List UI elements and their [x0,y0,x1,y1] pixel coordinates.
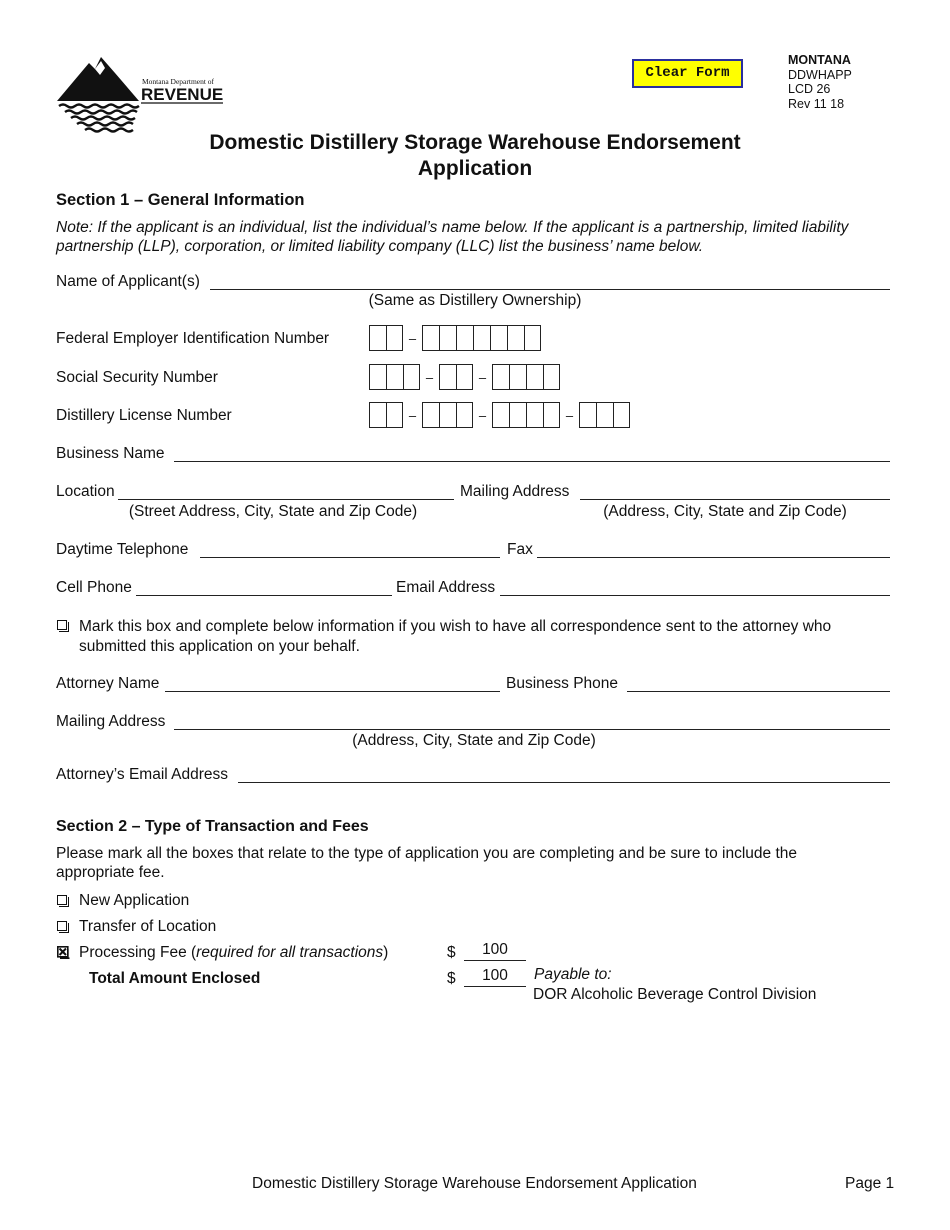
attorney-mailing-caption: (Address, City, State and Zip Code) [352,732,596,749]
processing-fee-note: required for all transactions [196,944,384,961]
processing-fee-close: ) [383,944,389,961]
section1-heading: Section 1 – General Information [56,191,305,209]
processing-fee-text: Processing Fee ( [79,944,197,961]
applicant-caption: (Same as Distillery Ownership) [368,292,582,309]
daytime-phone-label: Daytime Telephone [56,541,189,558]
title-line-1: Domestic Distillery Storage Warehouse Endorsement [209,131,741,154]
mailing-label: Mailing Address [460,483,570,500]
email-input[interactable] [500,595,890,596]
business-name-input[interactable] [174,461,890,462]
processing-fee-checkbox[interactable] [57,946,70,959]
form-id-block [788,53,852,111]
attorney-mailing-input[interactable] [174,729,890,730]
total-label: Total Amount Enclosed [89,970,261,987]
license-label: Distillery License Number [56,407,232,424]
page-title [0,130,950,182]
attorney-email-input[interactable] [238,782,890,783]
processing-fee-currency: $ [447,944,456,961]
clear-form-button[interactable]: Clear Form [632,59,743,88]
fax-input[interactable] [537,557,890,558]
location-caption: (Street Address, City, State and Zip Code) [128,503,418,520]
ssn-input[interactable]: – – [369,364,560,390]
location-input[interactable] [118,499,454,500]
transfer-location-checkbox[interactable] [57,921,67,931]
attorney-name-label: Attorney Name [56,675,160,692]
transfer-location-label: Transfer of Location [79,918,217,935]
payable-label: Payable to: [534,966,612,983]
business-phone-input[interactable] [627,691,890,692]
form-state: MONTANA [788,53,851,67]
processing-fee-input[interactable]: 100 [464,942,526,961]
new-application-label: New Application [79,892,190,909]
revenue-logo [55,55,230,137]
daytime-phone-input[interactable] [200,557,500,558]
processing-fee-label [79,944,388,962]
business-phone-label: Business Phone [506,675,619,692]
mailing-caption: (Address, City, State and Zip Code) [603,503,847,520]
form-code: DDWHAPP [788,67,852,82]
new-application-checkbox[interactable] [57,895,67,905]
cell-phone-label: Cell Phone [56,579,132,596]
section2-heading: Section 2 – Type of Transaction and Fees [56,818,369,835]
cell-phone-input[interactable] [136,595,392,596]
fein-label: Federal Employer Identification Number [56,330,330,347]
location-label: Location [56,483,115,500]
applicant-input[interactable] [210,289,890,290]
total-currency: $ [447,970,456,987]
attorney-name-input[interactable] [165,691,500,692]
license-input[interactable]: – – – [369,402,630,428]
form-rev: Rev 11 18 [788,96,845,111]
attorney-mailing-label: Mailing Address [56,713,166,730]
title-line-2: Application [417,157,533,180]
section2-intro: Please mark all the boxes that relate to the type of application you are completing and be sure to include the appropriate fee. [56,845,798,881]
logo-big-text: REVENUE [141,85,224,104]
payable-to: DOR Alcoholic Beverage Control Division [533,986,817,1003]
fax-label: Fax [507,541,533,558]
attorney-email-label: Attorney’s Email Address [56,766,229,783]
total-input[interactable]: 100 [464,968,526,987]
attorney-check-text: Mark this box and complete below information if you wish to have all correspondence sent to the attorney who submitted this application on your behalf. [79,618,832,655]
applicant-label: Name of Applicant(s) [56,273,200,290]
footer-page: Page 1 [845,1175,895,1192]
fein-input[interactable]: – [369,325,541,351]
mailing-input[interactable] [580,499,890,500]
logo-small-text: Montana Department of [142,77,215,86]
section1-note: Note: If the applicant is an individual, list the individual’s name below. If the applicant is a partnership, limited liability partnership (LLP), corporation, or limited liability company (LLC) list the business’ name below. [56,219,849,255]
attorney-checkbox[interactable] [57,620,67,630]
ssn-label: Social Security Number [56,369,218,386]
email-label: Email Address [396,579,496,596]
form-lcd: LCD 26 [788,82,831,96]
business-name-label: Business Name [56,445,165,462]
footer-title: Domestic Distillery Storage Warehouse Endorsement Application [252,1175,697,1192]
